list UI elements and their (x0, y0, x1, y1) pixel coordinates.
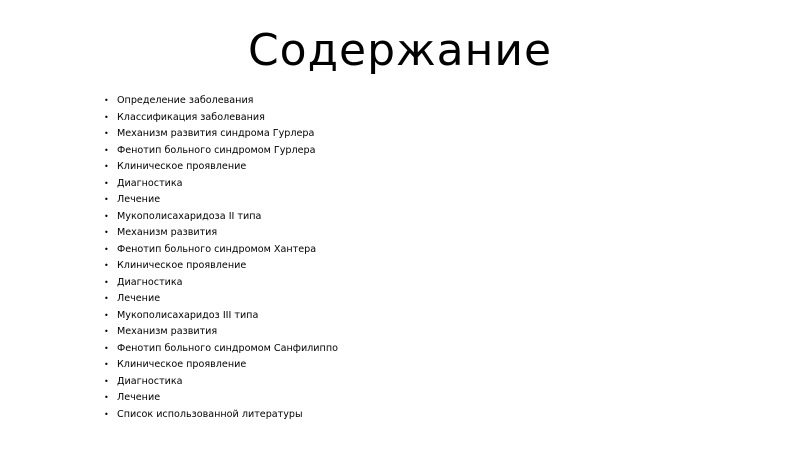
list-item (104, 308, 338, 325)
page-title: Содержание (247, 25, 553, 76)
list-item (104, 176, 338, 193)
bullet-icon: • (104, 228, 109, 237)
list-item (104, 192, 338, 209)
list-item-label: Лечение (117, 293, 161, 304)
list-item (104, 357, 338, 374)
bullet-icon: • (104, 393, 109, 402)
bullet-icon: • (104, 145, 109, 155)
list-item (104, 324, 338, 341)
list-item (104, 341, 338, 358)
list-item (104, 258, 338, 275)
list-item (104, 374, 338, 391)
list-item-label: Классификация заболевания (117, 111, 265, 123)
list-item-label: Лечение (117, 392, 161, 403)
list-item-label: Фенотип больного синдромом Гурлера (117, 144, 316, 156)
bullet-icon: • (104, 195, 109, 204)
list-item-label: Диагностика (117, 276, 183, 288)
list-item-label: Мукополисахаридоза II типа (117, 210, 262, 222)
bullet-icon: • (104, 178, 109, 188)
list-item-label: Мукополисахаридоз III типа (117, 309, 259, 321)
list-item (104, 159, 338, 176)
list-item (104, 242, 338, 259)
list-item-label: Фенотип больного синдромом Хантера (117, 243, 317, 255)
list-item-label: Механизм развития (117, 326, 218, 337)
bullet-icon: • (104, 409, 109, 419)
list-item (104, 407, 338, 424)
bullet-icon: • (104, 376, 109, 386)
bullet-icon: • (104, 162, 109, 171)
list-item (104, 225, 338, 242)
bullet-icon: • (104, 294, 109, 303)
bullet-icon: • (104, 244, 109, 254)
list-item (104, 275, 338, 292)
list-item (104, 390, 338, 407)
bullet-icon: • (104, 277, 109, 287)
bullet-icon: • (104, 211, 109, 221)
table-of-contents (104, 93, 338, 423)
bullet-icon: • (104, 310, 109, 320)
list-item (104, 291, 338, 308)
list-item-label: Лечение (117, 194, 161, 205)
list-item-label: Клиническое проявление (117, 260, 247, 271)
list-item (104, 110, 338, 127)
bullet-icon: • (104, 129, 109, 138)
list-item (104, 143, 338, 160)
bullet-icon: • (104, 327, 109, 336)
list-item (104, 126, 338, 143)
list-item-label: Клиническое проявление (117, 359, 247, 370)
bullet-icon: • (104, 112, 109, 122)
bullet-icon: • (104, 343, 109, 353)
list-item (104, 93, 338, 110)
list-item-label: Список использованной литературы (117, 408, 303, 420)
list-item-label: Фенотип больного синдромом Санфилиппо (117, 342, 338, 354)
bullet-icon: • (104, 96, 109, 105)
list-item-label: Клиническое проявление (117, 161, 247, 172)
list-item-label: Диагностика (117, 375, 183, 387)
list-item-label: Механизм развития синдрома Гурлера (117, 128, 315, 139)
bullet-icon: • (104, 261, 109, 270)
list-item-label: Механизм развития (117, 227, 218, 238)
list-item-label: Диагностика (117, 177, 183, 189)
list-item (104, 209, 338, 226)
bullet-icon: • (104, 360, 109, 369)
list-item-label: Определение заболевания (117, 95, 254, 106)
